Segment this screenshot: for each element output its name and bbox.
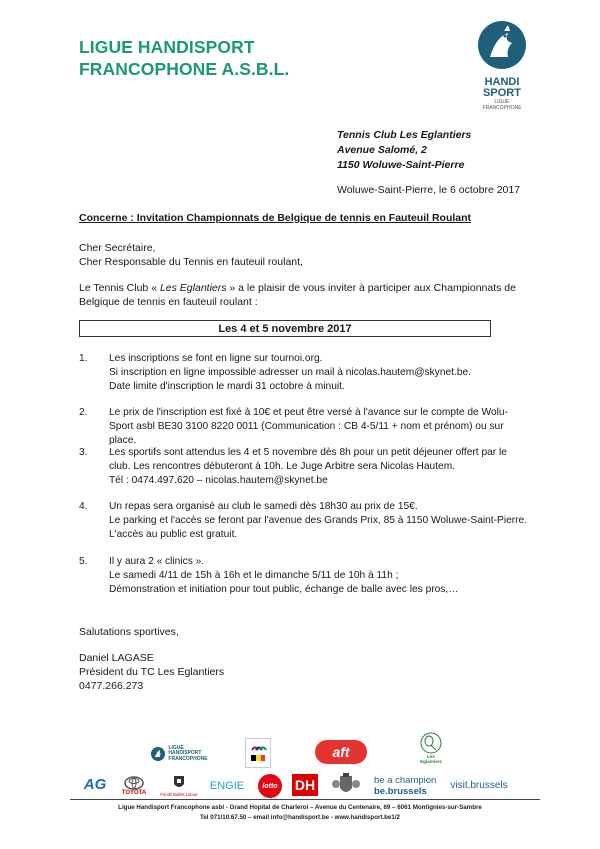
logo-sub2: FRANCOPHONE — [482, 105, 522, 111]
tennis-racket-icon — [420, 732, 442, 754]
letter-date: Woluwe-Saint-Pierre, le 6 octobre 2017 — [337, 184, 521, 196]
salutation-line1: Cher Secrétaire, — [79, 242, 156, 254]
item-number: 3. — [79, 447, 88, 458]
eglantiers-label: Les Eglantiers — [420, 754, 442, 764]
org-name-line1: LIGUE HANDISPORT — [79, 37, 255, 57]
handisport-small: HANDISPORT — [168, 750, 202, 757]
coat-of-arms-logo — [328, 772, 364, 798]
item-line: L'accès au public est gratuit. — [109, 529, 238, 540]
dates-box: Les 4 et 5 novembre 2017 — [79, 320, 491, 337]
intro-line2: Belgique de tennis en fauteuil roulant : — [79, 296, 258, 308]
logo-sport: SPORT — [483, 87, 521, 99]
signature-name: Daniel LAGASE — [79, 652, 154, 664]
fondation-label: Fonds Baillet Latour — [160, 791, 198, 797]
item-number: 5. — [79, 556, 88, 567]
item-line: Les sportifs sont attendus les 4 et 5 novembre dès 8h pour un petit déjeuner offert par le — [109, 447, 507, 458]
ligue-small: LIGUE — [168, 744, 184, 751]
item-line: Il y aura 2 « clinics ». — [109, 556, 205, 567]
toyota-icon — [124, 776, 144, 790]
intro-club: Les Eglantiers — [159, 282, 227, 294]
recipient-address — [337, 128, 471, 173]
intro-pre: Le Tennis Club « — [79, 282, 160, 294]
item-line: Date limite d'inscription le mardi 31 octobre à minuit. — [109, 381, 345, 392]
letter-subject: Concerne : Invitation Championnats de Belgique de tennis en Fauteuil Roulant — [79, 212, 472, 224]
footer-address: Ligue Handisport Francophone asbl - Grand Hopital de Charleroi – Avenue du Centenaire, 69 – 6061 Montignies-sur-Sambre — [118, 804, 482, 811]
eglantiers-logo — [418, 732, 444, 764]
handisport-logo — [474, 19, 530, 111]
organization-name — [79, 36, 289, 80]
signature-phone: 0477.266.273 — [79, 680, 144, 692]
footer-rule — [70, 799, 540, 800]
dh-logo: DH — [292, 774, 318, 796]
crest-icon — [170, 774, 188, 792]
item-number: 4. — [79, 501, 88, 512]
item-line: Tél : 0474.497.620 – nicolas.hautem@skynet.be — [109, 475, 328, 486]
ag-logo: AG — [83, 775, 107, 793]
item-number: 2. — [79, 407, 88, 418]
ligue-handisport-logo — [150, 743, 208, 765]
item-line: Le prix de l'inscription est fixé à 10€ et peut être versé à l'avance sur le compte de Wolu- — [109, 407, 508, 418]
lotto-logo: lotto — [258, 774, 282, 798]
item-line: Les inscriptions se font en ligne sur tournoi.org. — [109, 353, 323, 364]
be-champion-label: be a champion — [374, 775, 437, 786]
item-line: club. Les rencontres débuteront à 10h. Le Juge Arbitre sera Nicolas Hautem. — [109, 461, 456, 472]
recipient-line2: Avenue Salomé, 2 — [337, 144, 427, 156]
item-line: Un repas sera organisé au club le samedi dès 18h30 au prix de 15€. — [109, 501, 418, 512]
org-name-line2: FRANCOPHONE A.S.B.L. — [79, 59, 290, 79]
engie-logo: ENGIE — [209, 780, 245, 792]
visit-brussels-logo: visit.brussels — [450, 779, 508, 791]
signature-title: Président du TC Les Eglantiers — [79, 666, 225, 678]
paralympic-icon — [249, 742, 267, 764]
be-brussels-label: be.brussels — [374, 786, 427, 797]
fondation-logo — [158, 770, 200, 800]
intro-paragraph — [79, 281, 516, 309]
item-line: Le samedi 4/11 de 15h à 16h et le dimanche 5/11 de 10h à 11h ; — [109, 570, 399, 581]
coat-of-arms-icon — [330, 772, 362, 798]
salutation — [79, 241, 303, 269]
be-champion-logo — [374, 774, 440, 798]
logo-sub1: LIGUE — [494, 99, 510, 105]
closing: Salutations sportives, — [79, 626, 179, 638]
footer-contact: Tel 071/10.67.50 – email info@handisport.be - www.handisport.be1/2 — [200, 814, 400, 821]
item-line: Sport asbl BE30 3100 8220 0011 (Communication : CB 4-5/11 + nom et prénom) ou sur place. — [109, 421, 504, 446]
aft-logo: aft — [315, 740, 367, 764]
item-line: Si inscription en ligne impossible adresser un mail à nicolas.hautem@skynet.be. — [109, 367, 471, 378]
rooster-small-icon — [150, 746, 166, 762]
francophone-small: FRANCOPHONE — [168, 755, 208, 762]
item-line: Démonstration et initiation pour tout public, échange de balle avec les pros,… — [109, 584, 459, 595]
toyota-label: TOYOTA — [121, 790, 147, 796]
item-number: 1. — [79, 353, 88, 364]
rooster-logo-icon — [474, 19, 530, 71]
item-line: Le parking et l'accès se feront par l'avenue des Grands Prix, 85 à 1150 Woluwe-Saint-Pierre. — [109, 515, 528, 526]
toyota-logo — [117, 773, 151, 799]
paralympic-logo — [245, 738, 271, 768]
recipient-line1: Tennis Club Les Eglantiers — [337, 129, 472, 141]
recipient-line3: 1150 Woluwe-Saint-Pierre — [337, 159, 465, 171]
signature-block — [79, 651, 224, 693]
intro-post: » a le plaisir de vous inviter à participer aux Championnats de — [226, 282, 516, 294]
salutation-line2: Cher Responsable du Tennis en fauteuil roulant, — [79, 256, 303, 268]
logo-handi: HANDI — [484, 76, 520, 88]
